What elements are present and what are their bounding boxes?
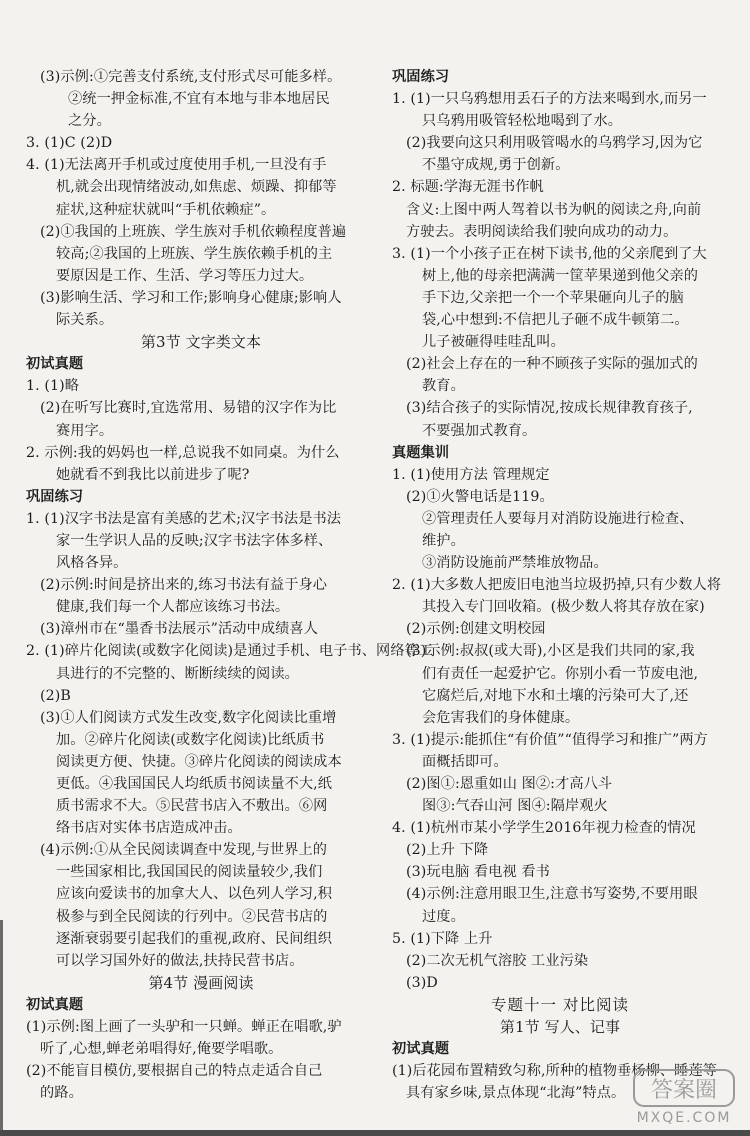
answer-line: 加。②碎片化阅读(或数字化阅读)比纸质书 [56, 731, 325, 748]
answer-line: 可以学习国外好的做法,扶持民营书店。 [56, 952, 304, 969]
answer-line: 会危害我们的身体健康。 [422, 709, 580, 726]
answer-line: 2. 标题:学海无涯书作帆 [392, 179, 544, 196]
answer-line: 机,就会出现情绪波动,如焦虑、烦躁、抑郁等 [56, 179, 337, 196]
answer-line: 际关系。 [56, 312, 114, 329]
section-heading: 巩固练习 [392, 69, 450, 85]
answer-line: 们有责任一起爱护它。你别小看一节废电池, [422, 665, 699, 682]
answer-line: (4)示例:注意用眼卫生,注意书写姿势,不要用眼 [406, 886, 698, 903]
answer-line: 家一生学识人品的反映;汉字书法字体多样、 [56, 532, 333, 549]
right-column [392, 66, 728, 1104]
answer-line: 1. (1)汉字书法是富有美感的艺术;汉字书法是书法 [26, 510, 342, 527]
answer-line: 5. (1)下降 上升 [392, 930, 493, 947]
answer-line: ②管理责任人要每月对消防设施进行检查、 [422, 510, 694, 527]
answer-line: (2)图①:恩重如山 图②:才高八斗 [406, 776, 613, 792]
answer-line: 4. (1)无法离开手机或过度使用手机,一旦没有手 [26, 157, 327, 174]
answer-line: (3)示例:叔叔(或大哥),小区是我们共同的家,我 [406, 643, 695, 660]
answer-line: 阅读更方便、快捷。③碎片化阅读的阅读成本 [56, 753, 342, 770]
svg-text:MXQE.COM: MXQE.COM [636, 1110, 732, 1126]
answer-line: 一些国家相比,我国国民的阅读量较少,我们 [56, 864, 323, 881]
section-heading: 初试真题 [26, 996, 84, 1013]
chapter-title: 第3节 文字类文本 [140, 333, 262, 352]
answer-line: (3)漳州市在“墨香书法展示”活动中成绩喜人 [40, 621, 318, 638]
answer-line: 只乌鸦用吸管轻松地喝到了水。 [422, 113, 623, 130]
answer-line: (2)示例:创建文明校园 [406, 621, 546, 638]
svg-text:答案圈: 答案圈 [650, 1078, 718, 1103]
answer-line: 赛用字。 [56, 422, 114, 439]
answer-line: 方驶去。表明阅读给我们驶向成功的动力。 [406, 223, 678, 240]
answer-line: 3. (1)提示:能抓住“有价值”“值得学习和推广”两方 [392, 731, 708, 748]
answer-line: 其投入专门回收箱。(极少数人将其存放在家) [422, 599, 705, 616]
answer-line: 过度。 [422, 908, 465, 925]
answer-line: 2. (1)碎片化阅读(或数字化阅读)是通过手机、电子书、网络等工 [26, 643, 434, 660]
answer-line: 质书需求不大。⑤民营书店入不敷出。⑥网 [56, 798, 328, 815]
answer-line: (2)B [40, 687, 71, 704]
answer-line: 1. (1)一只乌鸦想用丢石子的方法来喝到水,而另一 [392, 91, 707, 108]
answer-line: 手下边,父亲把一个一个苹果砸向儿子的脑 [422, 289, 684, 306]
answer-line: 3. (1)C (2)D [26, 135, 113, 152]
answer-line: 应该向爱读书的加拿大人、以色列人学习,积 [56, 886, 333, 903]
answer-line: 树上,他的母亲把满满一筐苹果递到他父亲的 [422, 267, 699, 284]
answer-line: (2)社会上存在的一种不顾孩子实际的强加式的 [406, 356, 698, 373]
answer-line: (3)①人们阅读方式发生改变,数字化阅读比重增 [40, 709, 337, 726]
section-heading: 初试真题 [392, 1041, 450, 1058]
scan-bottom-edge [0, 1130, 750, 1136]
site-watermark-logo [632, 1068, 736, 1126]
answer-line: (3)示例:①完善支付系统,支付形式尽可能多样。 [40, 69, 342, 85]
chapter-title: 第4节 漫画阅读 [148, 973, 254, 992]
answer-line: 更低。④我国国民人均纸质书阅读量不大,纸 [56, 776, 333, 792]
answer-line: 之分。 [68, 113, 111, 130]
answer-line: 面概括即可。 [422, 753, 508, 770]
answer-line: 1. (1)使用方法 管理规定 [392, 466, 550, 483]
answer-line: 极参与到全民阅读的行列中。②民营书店的 [56, 908, 328, 925]
answer-line: 的路。 [40, 1085, 83, 1102]
answer-line: 2. 示例:我的妈妈也一样,总说我不如同桌。为什么 [26, 444, 340, 461]
answer-line: 含义:上图中两人驾着以书为帆的阅读之舟,向前 [406, 201, 702, 218]
scan-edge [0, 920, 3, 1130]
answer-line: 袋,心中想到:不信把儿子砸不成牛顿第二。 [422, 312, 689, 329]
section-heading: 真题集训 [392, 444, 450, 461]
answer-line: (2)①火警电话是119。 [406, 488, 554, 505]
answer-line: 4. (1)杭州市某小学学生2016年视力检查的情况 [392, 820, 696, 837]
answer-line: 健康,我们每一个人都应该练习书法。 [56, 599, 290, 616]
answer-line: 络书店对实体书店造成冲击。 [56, 820, 242, 837]
answer-line: 不墨守成规,勇于创新。 [422, 157, 570, 174]
answer-line: 要原因是工作、生活、学习等压力过大。 [56, 267, 314, 284]
answer-line: 症状,这种症状就叫“手机依赖症”。 [56, 201, 276, 218]
answer-line: 1. (1)略 [26, 378, 80, 395]
answer-line: 2. (1)大多数人把废旧电池当垃圾扔掉,只有少数人将 [392, 577, 722, 594]
section-heading: 初试真题 [26, 356, 84, 373]
answer-line: (1)示例:图上画了一头驴和一只蝉。蝉正在唱歌,驴 [26, 1019, 342, 1036]
answer-line: 逐渐衰弱要引起我们的重视,政府、民间组织 [56, 930, 333, 947]
answer-line: (2)①我国的上班族、学生族对手机依赖程度普遍 [40, 223, 347, 240]
answer-line: (3)影响生活、学习和工作;影响身心健康;影响人 [40, 289, 342, 306]
answer-line: (2)上升 下降 [406, 842, 489, 859]
answer-line: 3. (1)一个小孩子正在树下读书,他的父亲爬到了大 [392, 245, 707, 262]
answer-line: (3)结合孩子的实际情况,按成长规律教育孩子, [406, 400, 693, 417]
answer-line: (2)我要向这只利用吸管喝水的乌鸦学习,因为它 [406, 135, 703, 152]
chapter-title: 第1节 写人、记事 [499, 1018, 621, 1037]
answer-line: 维护。 [422, 532, 465, 549]
answer-line: 不要强加式教育。 [422, 422, 537, 439]
answer-line: (3)D [406, 974, 438, 991]
answer-line: (3)玩电脑 看电视 看书 [406, 864, 550, 881]
answer-line: (4)示例:①从全民阅读调查中发现,与世界上的 [40, 842, 328, 859]
answer-line: 它腐烂后,对地下水和土壤的污染可大了,还 [422, 687, 689, 704]
answer-line: 较高;②我国的上班族、学生族依赖手机的主 [56, 245, 333, 262]
answer-line: 风格各异。 [56, 555, 128, 572]
answer-line: 具有家乡味,景点体现“北海”特点。 [406, 1085, 626, 1102]
answer-line: (2)示例:时间是挤出来的,练习书法有益于身心 [40, 577, 328, 594]
answer-line: 具进行的不完整的、断断续续的阅读。 [56, 665, 299, 682]
section-heading: 巩固练习 [26, 488, 84, 505]
answer-line: ②统一押金标准,不宜有本地与非本地居民 [68, 91, 330, 108]
answer-line: 图③:气吞山河 图④:隔岸观火 [422, 798, 608, 815]
answer-line: 教育。 [422, 378, 465, 395]
answer-line: (2)二次无机气溶胶 工业污染 [406, 952, 589, 969]
answer-line: (2)不能盲目模仿,要根据自己的特点走适合自己 [26, 1063, 323, 1080]
answer-line: 听了,心想,蝉老弟唱得好,俺要学唱歌。 [40, 1041, 283, 1058]
answer-line: (1)后花园布置精致匀称,所种的植物垂杨柳、睡莲等 [392, 1063, 718, 1080]
answer-line: (2)在听写比赛时,宜选常用、易错的汉字作为比 [40, 400, 337, 417]
chapter-title: 专题十一 对比阅读 [491, 995, 629, 1014]
answer-line: ③消防设施前严禁堆放物品。 [422, 555, 608, 572]
answer-line: 儿子被砸得哇哇乱叫。 [422, 334, 565, 351]
answer-line: 她就看不到我比以前进步了呢? [56, 466, 250, 483]
